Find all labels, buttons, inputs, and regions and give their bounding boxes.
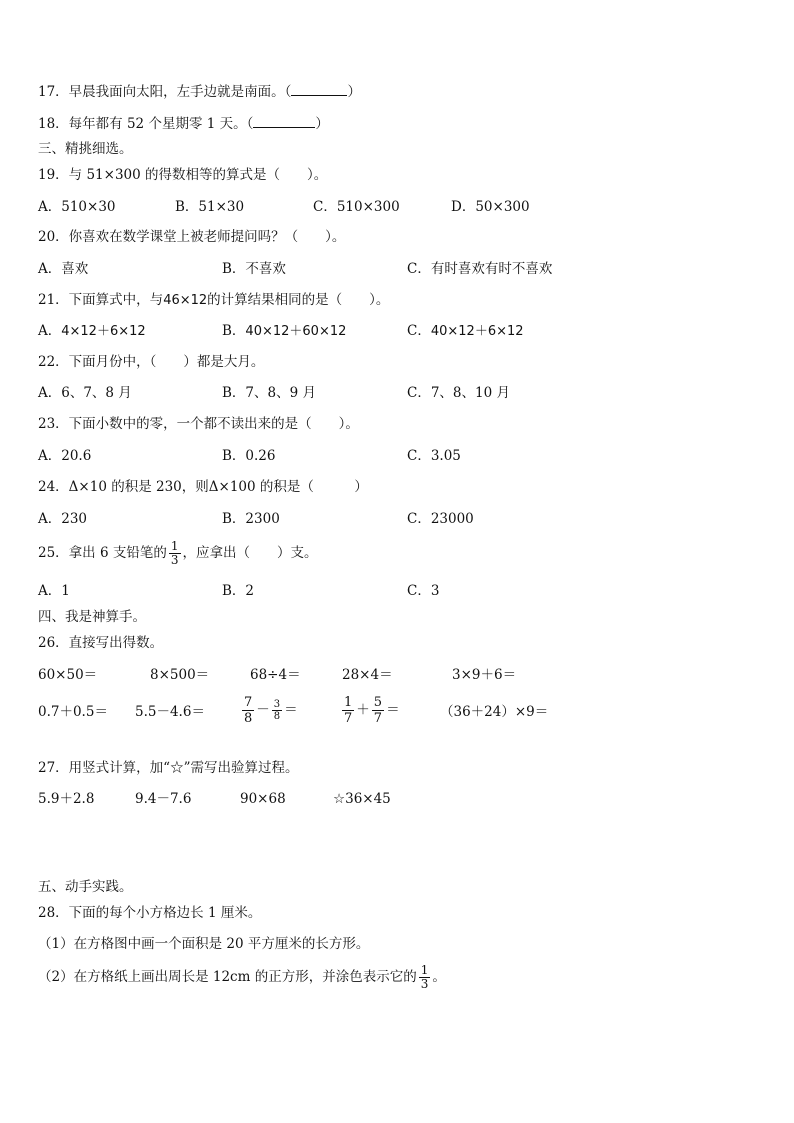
calc-item: 0.7＋0.5＝ <box>38 704 108 720</box>
fraction-numerator: 1 <box>420 963 429 977</box>
question-27: 27．用竖式计算，加“☆”需写出验算过程。 <box>38 760 299 776</box>
question-19: 19．与 51×300 的得数相等的算式是（ ）。 <box>38 167 328 183</box>
option-label: C． <box>407 323 431 339</box>
question-28-part-2-end: 。 <box>432 969 446 985</box>
calc-item: 9.4－7.6 <box>135 791 192 807</box>
option-c[interactable]: C．23000 <box>407 511 474 527</box>
option-b[interactable]: B．2 <box>222 583 255 599</box>
calc-item: 8×500＝ <box>150 667 210 683</box>
option-a[interactable]: A．20.6 <box>38 448 92 464</box>
section-heading-5: 五、动手实践。 <box>38 879 133 895</box>
calc-item: 68÷4＝ <box>250 667 301 683</box>
fraction-numerator: 5 <box>373 695 383 710</box>
question-22: 22．下面月份中，（ ）都是大月。 <box>38 354 265 370</box>
question-18 <box>38 115 329 132</box>
calc-item: （36＋24）×9＝ <box>440 704 549 720</box>
section-heading-4: 四、我是神算手。 <box>38 609 146 625</box>
option-c[interactable]: C．7、8、10 月 <box>407 385 510 401</box>
fraction-expression <box>240 690 298 730</box>
answer-blank[interactable] <box>253 115 315 128</box>
option-expression: 40×12＋6×12 <box>430 324 524 339</box>
fraction-denominator: 8 <box>273 711 281 722</box>
calc-item: 5.9＋2.8 <box>38 791 95 807</box>
option-b[interactable] <box>222 323 346 340</box>
section-heading-3: 三、精挑细选。 <box>38 141 133 157</box>
question-25 <box>38 538 318 568</box>
fraction-expression <box>340 690 400 730</box>
fraction-denominator: 3 <box>420 977 429 991</box>
option-c[interactable]: C．有时喜欢有时不喜欢 <box>407 261 553 277</box>
option-a[interactable] <box>38 323 146 340</box>
option-c[interactable]: C．3 <box>407 583 440 599</box>
answer-blank[interactable] <box>291 83 347 96</box>
option-c[interactable]: C．3.05 <box>407 448 461 464</box>
option-b[interactable]: B．2300 <box>222 511 280 527</box>
calc-item: 28×4＝ <box>342 667 393 683</box>
question-26: 26．直接写出得数。 <box>38 635 164 651</box>
question-25-text-post: ，应拿出（ ）支。 <box>182 545 318 561</box>
question-24: 24．Δ×10 的积是 230，则Δ×100 的积是（ ） <box>38 479 368 495</box>
fraction-denominator: 7 <box>373 711 383 726</box>
fraction-denominator: 8 <box>244 711 253 726</box>
calc-item: 60×50＝ <box>38 667 98 683</box>
fraction-numerator: 1 <box>170 539 179 553</box>
question-17 <box>38 83 361 100</box>
fraction-numerator: 3 <box>273 699 281 710</box>
option-a[interactable]: A．6、7、8 月 <box>38 385 132 401</box>
equals-sign: ＝ <box>284 702 298 718</box>
option-b[interactable]: B．7、8、9 月 <box>222 385 316 401</box>
option-label: A． <box>38 323 62 339</box>
option-a[interactable]: A．1 <box>38 583 70 599</box>
fraction <box>169 540 181 567</box>
fraction-numerator: 7 <box>244 695 253 710</box>
question-28: 28．下面的每个小方格边长 1 厘米。 <box>38 905 262 921</box>
operator: － <box>256 702 270 718</box>
calc-item: 5.5－4.6＝ <box>135 704 205 720</box>
question-21-expression: 46×12 <box>163 293 208 308</box>
fraction <box>242 695 254 726</box>
question-20: 20．你喜欢在数学课堂上被老师提问吗？（ ）。 <box>38 229 346 245</box>
question-21-text-pre: 21．下面算式中，与 <box>38 292 164 308</box>
fraction <box>272 699 282 722</box>
option-b[interactable]: B．51×30 <box>175 199 245 215</box>
question-21 <box>38 292 389 309</box>
option-a[interactable]: A．510×30 <box>38 199 116 215</box>
option-label: B． <box>222 323 246 339</box>
option-b[interactable]: B．0.26 <box>222 448 276 464</box>
fraction <box>372 695 384 726</box>
option-c[interactable] <box>407 323 524 340</box>
calc-item: 90×68 <box>240 791 286 807</box>
question-18-close: ） <box>315 116 329 132</box>
question-17-text: 17．早晨我面向太阳，左手边就是南面。（ <box>38 84 292 100</box>
fraction <box>342 695 354 726</box>
fraction-denominator: 3 <box>170 553 179 567</box>
question-28-part-1: （1）在方格图中画一个面积是 20 平方厘米的长方形。 <box>38 936 370 952</box>
question-17-close: ） <box>347 84 361 100</box>
option-c[interactable]: C．510×300 <box>313 199 400 215</box>
option-expression: 4×12＋6×12 <box>61 324 146 339</box>
fraction-numerator: 1 <box>344 695 353 710</box>
question-25-text-pre: 25．拿出 6 支铅笔的 <box>38 545 167 561</box>
equals-sign: ＝ <box>386 702 400 718</box>
question-21-text-post: 的计算结果相同的是（ ）。 <box>207 292 390 308</box>
calc-item: 3×9＋6＝ <box>452 667 517 683</box>
question-28-part-2-text: （2）在方格纸上画出周长是 12cm 的正方形，并涂色表示它的 <box>38 969 417 985</box>
question-28-part-2 <box>38 962 446 992</box>
calc-item: ☆36×45 <box>333 791 391 807</box>
option-a[interactable]: A．230 <box>38 511 88 527</box>
operator: ＋ <box>356 702 370 718</box>
option-a[interactable]: A．喜欢 <box>38 261 89 277</box>
option-d[interactable]: D．50×300 <box>451 199 530 215</box>
question-23: 23．下面小数中的零，一个都不读出来的是（ ）。 <box>38 416 359 432</box>
option-expression: 40×12＋60×12 <box>245 324 347 339</box>
option-b[interactable]: B．不喜欢 <box>222 261 286 277</box>
question-18-text: 18．每年都有 52 个星期零 1 天。（ <box>38 116 254 132</box>
fraction <box>419 964 431 991</box>
fraction-denominator: 7 <box>344 711 353 726</box>
